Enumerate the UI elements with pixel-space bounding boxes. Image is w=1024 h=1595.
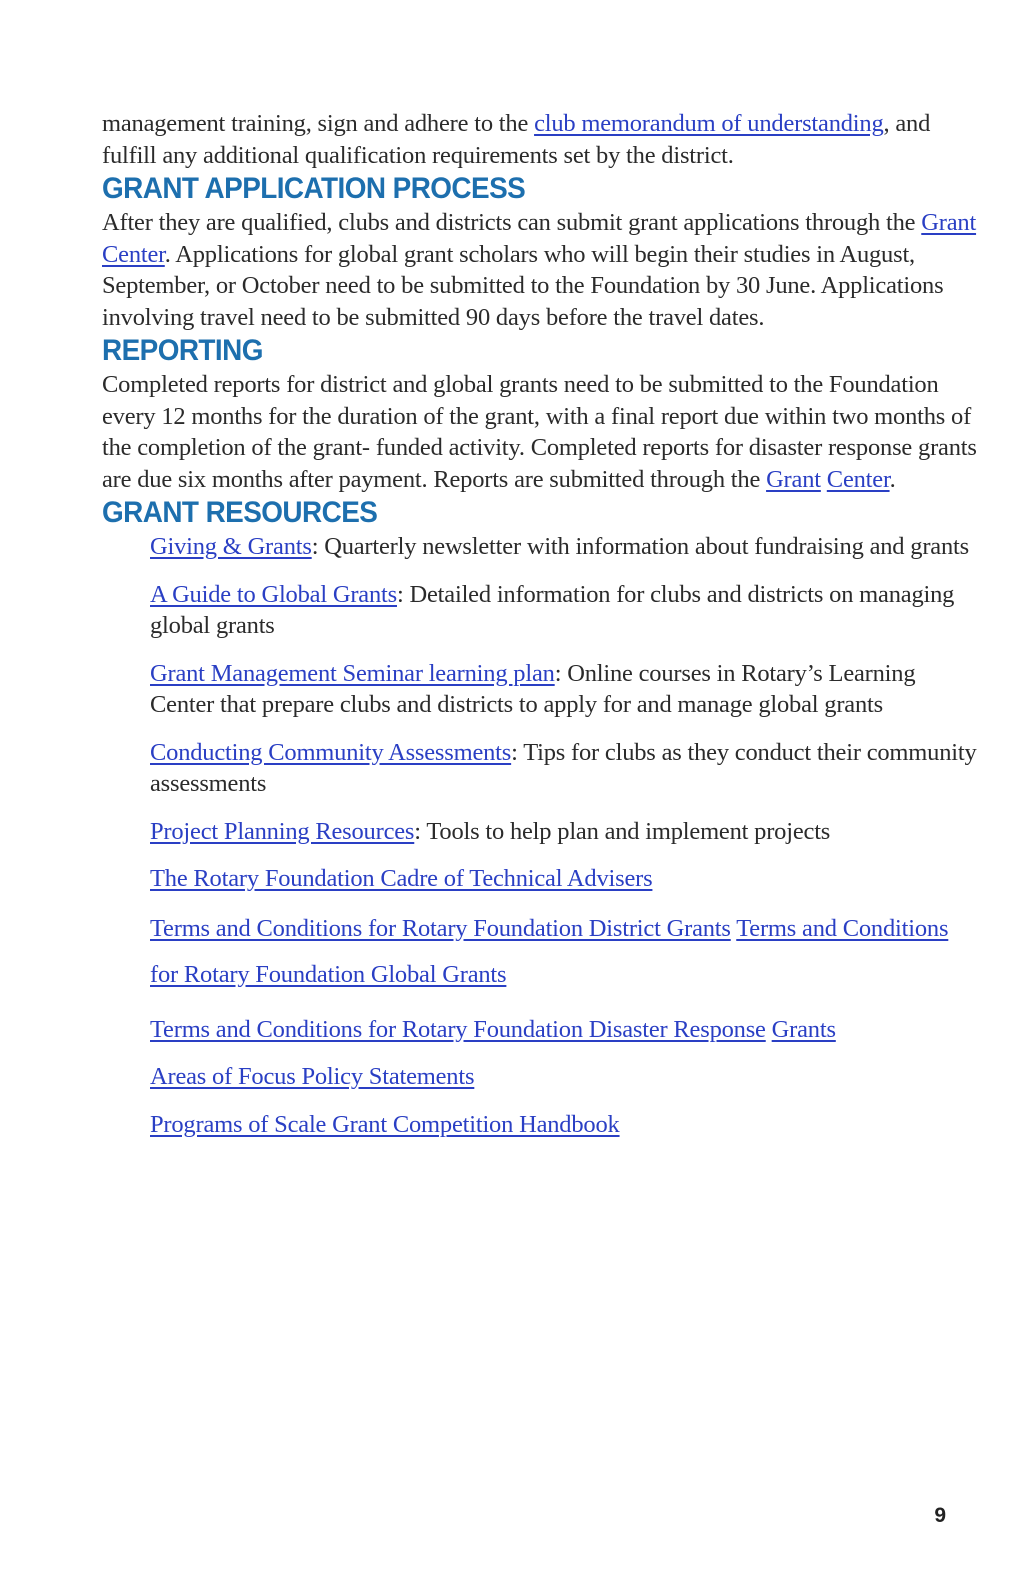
resource-item-terms-district-global — [150, 906, 982, 998]
resource-description: : Detailed information for clubs and districts on managing global grants — [150, 580, 955, 639]
project-planning-resources-link[interactable]: Project Planning Resources — [150, 817, 415, 845]
resource-description: : Quarterly newsletter with information about fundraising and grants — [311, 533, 969, 560]
giving-grants-link[interactable]: Giving & Grants — [150, 533, 312, 560]
document-page — [102, 108, 982, 1156]
resource-item-terms-disaster-response — [150, 1014, 982, 1046]
grant-center-link-part-1[interactable]: Grant — [766, 465, 821, 493]
intro-text-after: , and fulfill any additional qualification requirements set by the district. — [102, 110, 931, 169]
page-number: 9 — [934, 1504, 946, 1527]
grant-center-link[interactable]: Grant Center — [102, 209, 977, 268]
grant-application-text-before: After they are qualified, clubs and districts can submit grant applications through the — [102, 209, 922, 236]
terms-global-grants-link[interactable]: Terms and Conditions for Rotary Foundation Global Grants — [150, 914, 949, 988]
intro-text-before: management training, sign and adhere to the — [102, 110, 535, 137]
reporting-text-after: . — [889, 465, 896, 493]
resource-description: : Online courses in Rotary’s Learning Center that prepare clubs and districts to apply for and manage global grants — [150, 659, 916, 718]
resource-item-project-planning — [150, 816, 982, 848]
resource-item-giving-grants — [150, 531, 982, 563]
resource-item-guide-global-grants — [150, 579, 982, 642]
grant-management-seminar-link[interactable]: Grant Management Seminar learning plan — [150, 659, 555, 687]
reporting-paragraph — [102, 369, 982, 495]
resource-item-grant-management-seminar — [150, 658, 982, 721]
resource-item-cadre-technical-advisers — [150, 863, 982, 895]
reporting-heading: REPORTING — [102, 334, 263, 367]
terms-disaster-response-link[interactable]: Terms and Conditions for Rotary Foundation Disaster Response — [150, 1015, 766, 1043]
terms-disaster-response-grants-link[interactable]: Grants — [771, 1015, 836, 1043]
reporting-text-before: Completed reports for district and global grants need to be submitted to the Foundation every 12 months for the duration of the grant, with a final report due within two months of the completion of the grant- funded activity. Completed reports for disaster response grants are due six months after payment. Reports are submitted through the — [102, 371, 977, 493]
areas-of-focus-link[interactable]: Areas of Focus Policy Statements — [150, 1063, 475, 1090]
resource-item-community-assessments — [150, 737, 982, 800]
grant-center-link-part-2[interactable]: Center — [826, 465, 890, 493]
programs-of-scale-link[interactable]: Programs of Scale Grant Competition Handbook — [150, 1110, 620, 1138]
grant-application-paragraph — [102, 207, 982, 333]
grant-resources-heading: GRANT RESOURCES — [102, 496, 378, 529]
intro-paragraph — [102, 108, 982, 171]
community-assessments-link[interactable]: Conducting Community Assessments — [150, 738, 512, 766]
resource-list — [102, 531, 982, 1140]
resource-description: : Tools to help plan and implement projects — [414, 817, 831, 845]
guide-global-grants-link[interactable]: A Guide to Global Grants — [150, 580, 397, 608]
grant-application-heading: GRANT APPLICATION PROCESS — [102, 172, 526, 205]
resource-description: : Tips for clubs as they conduct their community assessments — [150, 738, 977, 797]
resource-item-programs-of-scale — [150, 1109, 982, 1141]
resource-item-areas-of-focus — [150, 1061, 982, 1093]
grant-application-text-after: . Applications for global grant scholars who will begin their studies in August, September, or October need to be submitted to the Foundation by 30 June. Applications involving travel need to be submitted 90 days before the travel dates. — [102, 240, 944, 331]
club-memorandum-link[interactable]: club memorandum of understanding — [534, 110, 884, 137]
terms-district-grants-link[interactable]: Terms and Conditions for Rotary Foundation District Grants — [150, 914, 731, 942]
cadre-technical-advisers-link[interactable]: The Rotary Foundation Cadre of Technical Advisers — [150, 865, 653, 892]
